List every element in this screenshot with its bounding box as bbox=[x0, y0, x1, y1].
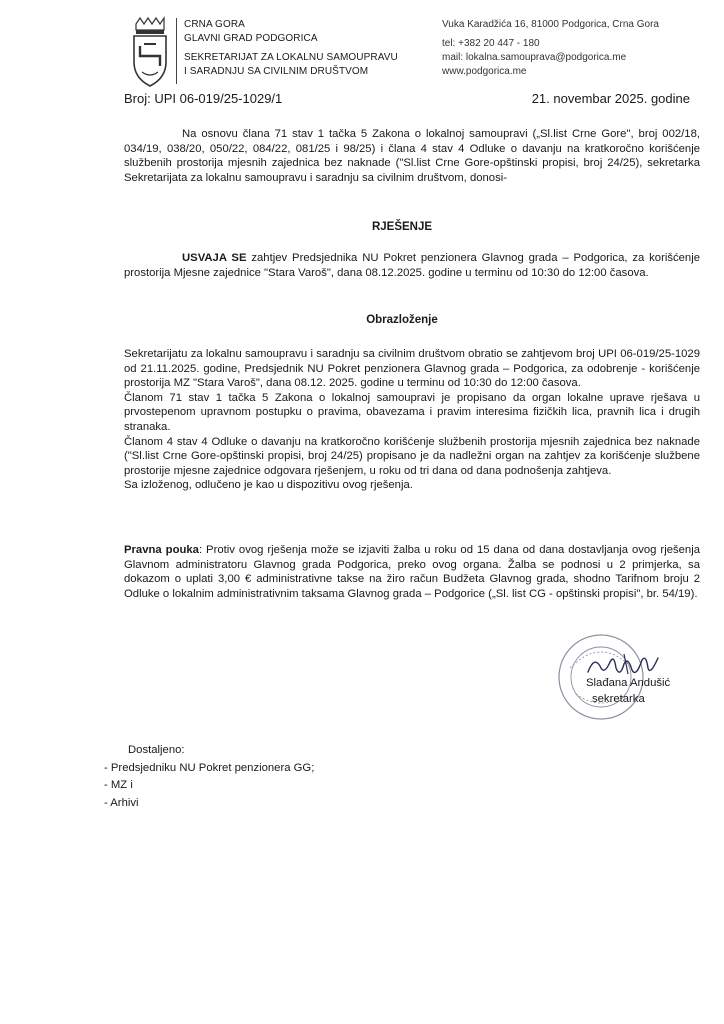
reasoning-paragraph: Sekretarijatu za lokalnu samoupravu i saradnju sa civilnim društvom obratio se zahtjevom broj UPI 06-019/25-1029 od 21.11.2025. godine, Predsjednik NU Pokret penzionera Glavnog grada – Podgorica, za odobrenje - korišćenje prostorija MZ "Stara Varoš", dana 08.12. 2025. godine u terminu od 10:30 do 12:00 časova. bbox=[124, 348, 700, 390]
reference-number: Broj: UPI 06-019/25-1029/1 bbox=[124, 91, 283, 106]
distribution-item: - Arhivi bbox=[104, 796, 139, 809]
intro-paragraph: Na osnovu člana 71 stav 1 tačka 5 Zakona o lokalnoj samoupravi („Sl.list Crne Gore", broj 002/18, 034/19, 038/20, 050/22, 084/22, 081/25 i 98/25) i člana 4 stav 4 Odluke o davanju na kratkoročno korišćenje službenih prostorija mjesnih zajednica bez naknade ("Sl.list Crne Gore-opštinski propisi, broj 24/25), sekretarka Sekretarijata za lokalnu samoupravu i saradnju sa civilnim društvom, donosi- bbox=[124, 128, 700, 184]
signatory-name: Slađana Andušić bbox=[586, 677, 671, 689]
distribution-list bbox=[104, 742, 314, 812]
issuer-department: SEKRETARIJAT ZA LOKALNU SAMOUPRAVU bbox=[184, 52, 398, 63]
reasoning-paragraph: Sa izloženog, odlučeno je kao u dispozitivu ovog rješenja. bbox=[124, 479, 413, 492]
header-divider bbox=[176, 18, 177, 84]
decision-paragraph bbox=[124, 251, 700, 280]
contact-phone: tel: +382 20 447 - 180 bbox=[442, 38, 540, 49]
reasoning-section bbox=[124, 347, 700, 493]
issuer-country: CRNA GORA bbox=[184, 19, 245, 30]
contact-email: mail: lokalna.samouprava@podgorica.me bbox=[442, 52, 627, 63]
contact-address: Vuka Karadžića 16, 81000 Podgorica, Crna Gora bbox=[442, 19, 659, 30]
distribution-item: - Predsjedniku NU Pokret penzionera GG; bbox=[104, 761, 315, 774]
issuer-block bbox=[184, 18, 398, 79]
reasoning-paragraph: Članom 71 stav 1 tačka 5 Zakona o lokalnoj samoupravi je propisano da organ lokalne uprave rješava u prvostepenom upravnom postupku o pravima, obavezama i pravim interesima fizičkih lica, pravnih lica i drugih stranaka. bbox=[124, 391, 700, 433]
issuer-department-2: I SARADNJU SA CIVILNIM DRUŠTVOM bbox=[184, 66, 369, 77]
signatory bbox=[586, 675, 670, 707]
issuer-city: GLAVNI GRAD PODGORICA bbox=[184, 33, 318, 44]
reasoning-paragraph: Članom 4 stav 4 Odluke o davanju na kratkoročno korišćenje službenih prostorija mjesnih zajednica bez naknade ("Sl.list Crne Gore-opštinski propisi, broj 24/25) propisano je da nadležni organ na zahtjev za korišćenje službene prostorije mjesne zajednice odgovara rješenjem, u roku od tri dana od dana podnošenja zahtjeva. bbox=[124, 435, 700, 477]
legal-notice bbox=[124, 543, 700, 601]
decision-title: RJEŠENJE bbox=[371, 221, 433, 233]
signatory-role: sekretarka bbox=[592, 693, 645, 705]
legal-notice-text: : Protiv ovog rješenja može se izjaviti žalba u roku od 15 dana od dana dostavljanja ovog rješenja Glavnom administratoru Glavnog grada Podgorica, preko ovog organa. Žalba se podnosi u 2 primjerka, sa dokazom o uplati 3,00 € administrativne takse na žiro račun Budžeta Glavnog grada, shodno Tarifnom broju 2 Odluke o lokalnim administrativnim taksama Glavnog grada – Podgorice („Sl. list CG - opštinski propisi", br. 54/19). bbox=[124, 544, 700, 600]
decision-lead: USVAJA SE bbox=[182, 252, 247, 264]
distribution-item: - MZ i bbox=[104, 779, 133, 791]
coat-of-arms-icon bbox=[130, 16, 170, 90]
decision-text: zahtjev Predsjednika NU Pokret penzionera Glavnog grada – Podgorica, za korišćenje prostorija Mjesne zajednice "Stara Varoš", dana 08.12.2025. godine u terminu od 10:30 do 12:00 časova. bbox=[124, 252, 701, 279]
legal-notice-lead: Pravna pouka bbox=[124, 544, 199, 556]
distribution-heading: Dostaljeno: bbox=[128, 744, 185, 756]
reasoning-title: Obrazloženje bbox=[366, 314, 438, 326]
reference-date: 21. novembar 2025. godine bbox=[531, 91, 690, 106]
contact-block bbox=[442, 18, 659, 79]
contact-website: www.podgorica.me bbox=[442, 66, 527, 77]
